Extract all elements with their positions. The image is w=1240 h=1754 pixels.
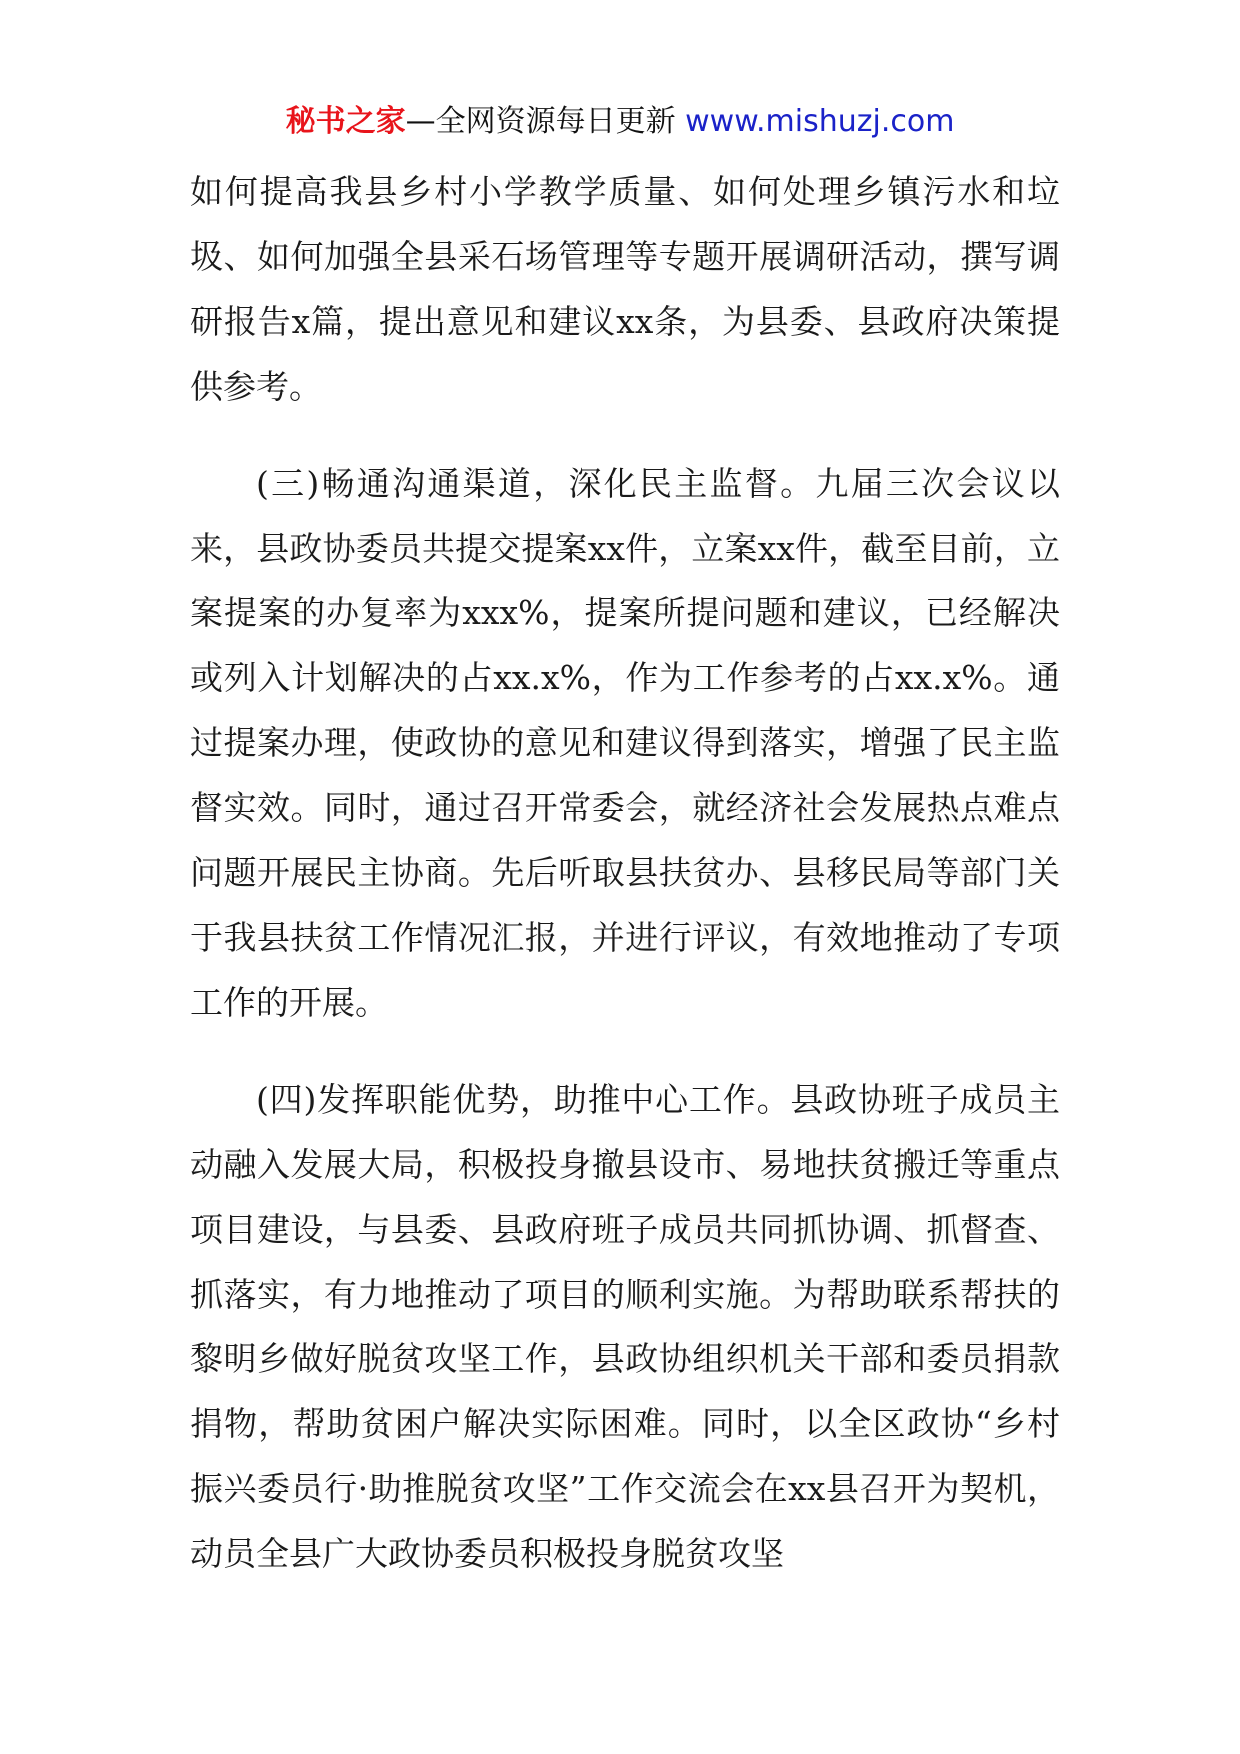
header-slogan: —全网资源每日更新 [405,104,676,139]
paragraph-section-3: (三)畅通沟通渠道，深化民主监督。九届三次会议以来，县政协委员共提交提案xx件，立案xx件，截至目前，立案提案的办复率为xxx%，提案所提问题和建议，已经解决或列入计划解决的占xx.x%，作为工作参考的占xx.x%。通过提案办理，使政协的意见和建议得到落实，增强了民主监督实效。同时，通过召开常委会，就经济社会发展热点难点问题开展民主协商。先后听取县扶贫办、县移民局等部门关于我县扶贫工作情况汇报，并进行评议，有效地推动了专项工作的开展。 [190,463,1060,1022]
brand-name[interactable]: 秘书之家 [285,104,406,139]
paragraph-continued: 如何提高我县乡村小学教学质量、如何处理乡镇污水和垃圾、如何加强全县采石场管理等专题开展调研活动，撰写调研报告x篇，提出意见和建议xx条，为县委、县政府决策提供参考。 [190,172,1060,406]
paragraph-section-4: (四)发挥职能优势，助推中心工作。县政协班子成员主动融入发展大局，积极投身撤县设市、易地扶贫搬迁等重点项目建设，与县委、县政府班子成员共同抓协调、抓督查、抓落实，有力地推动了项目的顺利实施。为帮助联系帮扶的黎明乡做好脱贫攻坚工作，县政协组织机关干部和委员捐款捐物，帮助贫困户解决实际困难。同时，以全区政协“乡村振兴委员行·助推脱贫攻坚”工作交流会在xx县召开为契机，动员全县广大政协委员积极投身脱贫攻坚 [190,1079,1060,1574]
site-url-link[interactable]: www.mishuzj.com [685,104,955,139]
site-header [0,100,1240,144]
document-body [190,160,1060,1587]
